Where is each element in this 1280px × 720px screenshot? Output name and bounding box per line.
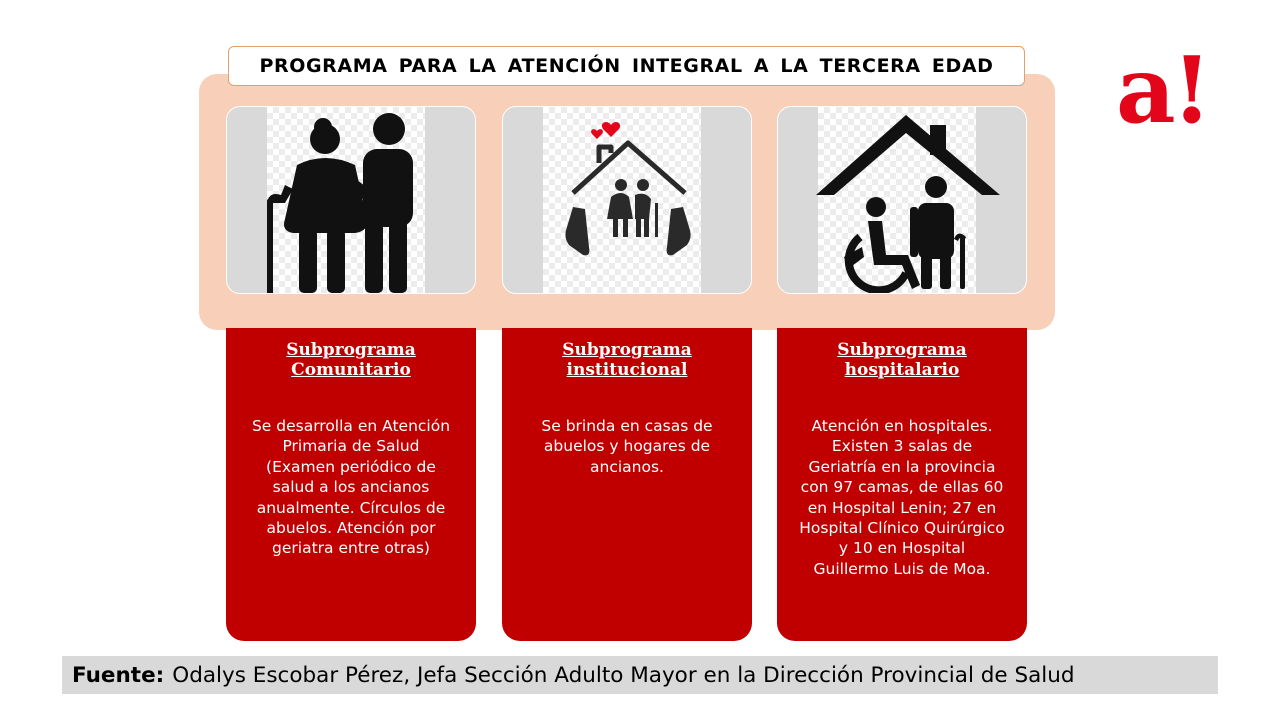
elderly-home-icon: [503, 107, 752, 294]
card-heading: Subprograma institucional: [562, 340, 692, 380]
card-body: Se brinda en casas de abuelos y hogares de ancianos.: [541, 417, 713, 476]
icon-card-institucional: [502, 106, 752, 294]
page-title: PROGRAMA PARA LA ATENCIÓN INTEGRAL A LA TERCERA EDAD: [228, 46, 1025, 86]
card-hospitalario: [777, 328, 1027, 641]
elderly-couple-icon: [227, 107, 476, 294]
hospital-care-icon: [778, 107, 1027, 294]
source-bar: [62, 656, 1218, 694]
card-institucional: [502, 328, 752, 641]
card-body: Atención en hospitales. Existen 3 salas de Geriatría en la provincia con 97 camas, de ellas 60 en Hospital Lenin; 27 en Hospital Clínico Quirúrgico y 10 en Hospital Guillermo Luis de Moa.: [799, 417, 1005, 578]
source-text: Odalys Escobar Pérez, Jefa Sección Adulto Mayor en la Dirección Provincial de Salud: [172, 662, 1075, 688]
brand-logo: a!: [1116, 36, 1208, 144]
source-label: Fuente:: [72, 662, 165, 688]
icon-card-comunitario: [226, 106, 476, 294]
card-heading: Subprograma Comunitario: [286, 340, 416, 380]
icon-card-hospitalario: [777, 106, 1027, 294]
card-body: Se desarrolla en Atención Primaria de Salud (Examen periódico de salud a los ancianos anualmente. Círculos de abuelos. Atención por geriatra entre otras): [251, 417, 451, 558]
card-heading: Subprograma hospitalario: [837, 340, 967, 380]
card-comunitario: [226, 328, 476, 641]
